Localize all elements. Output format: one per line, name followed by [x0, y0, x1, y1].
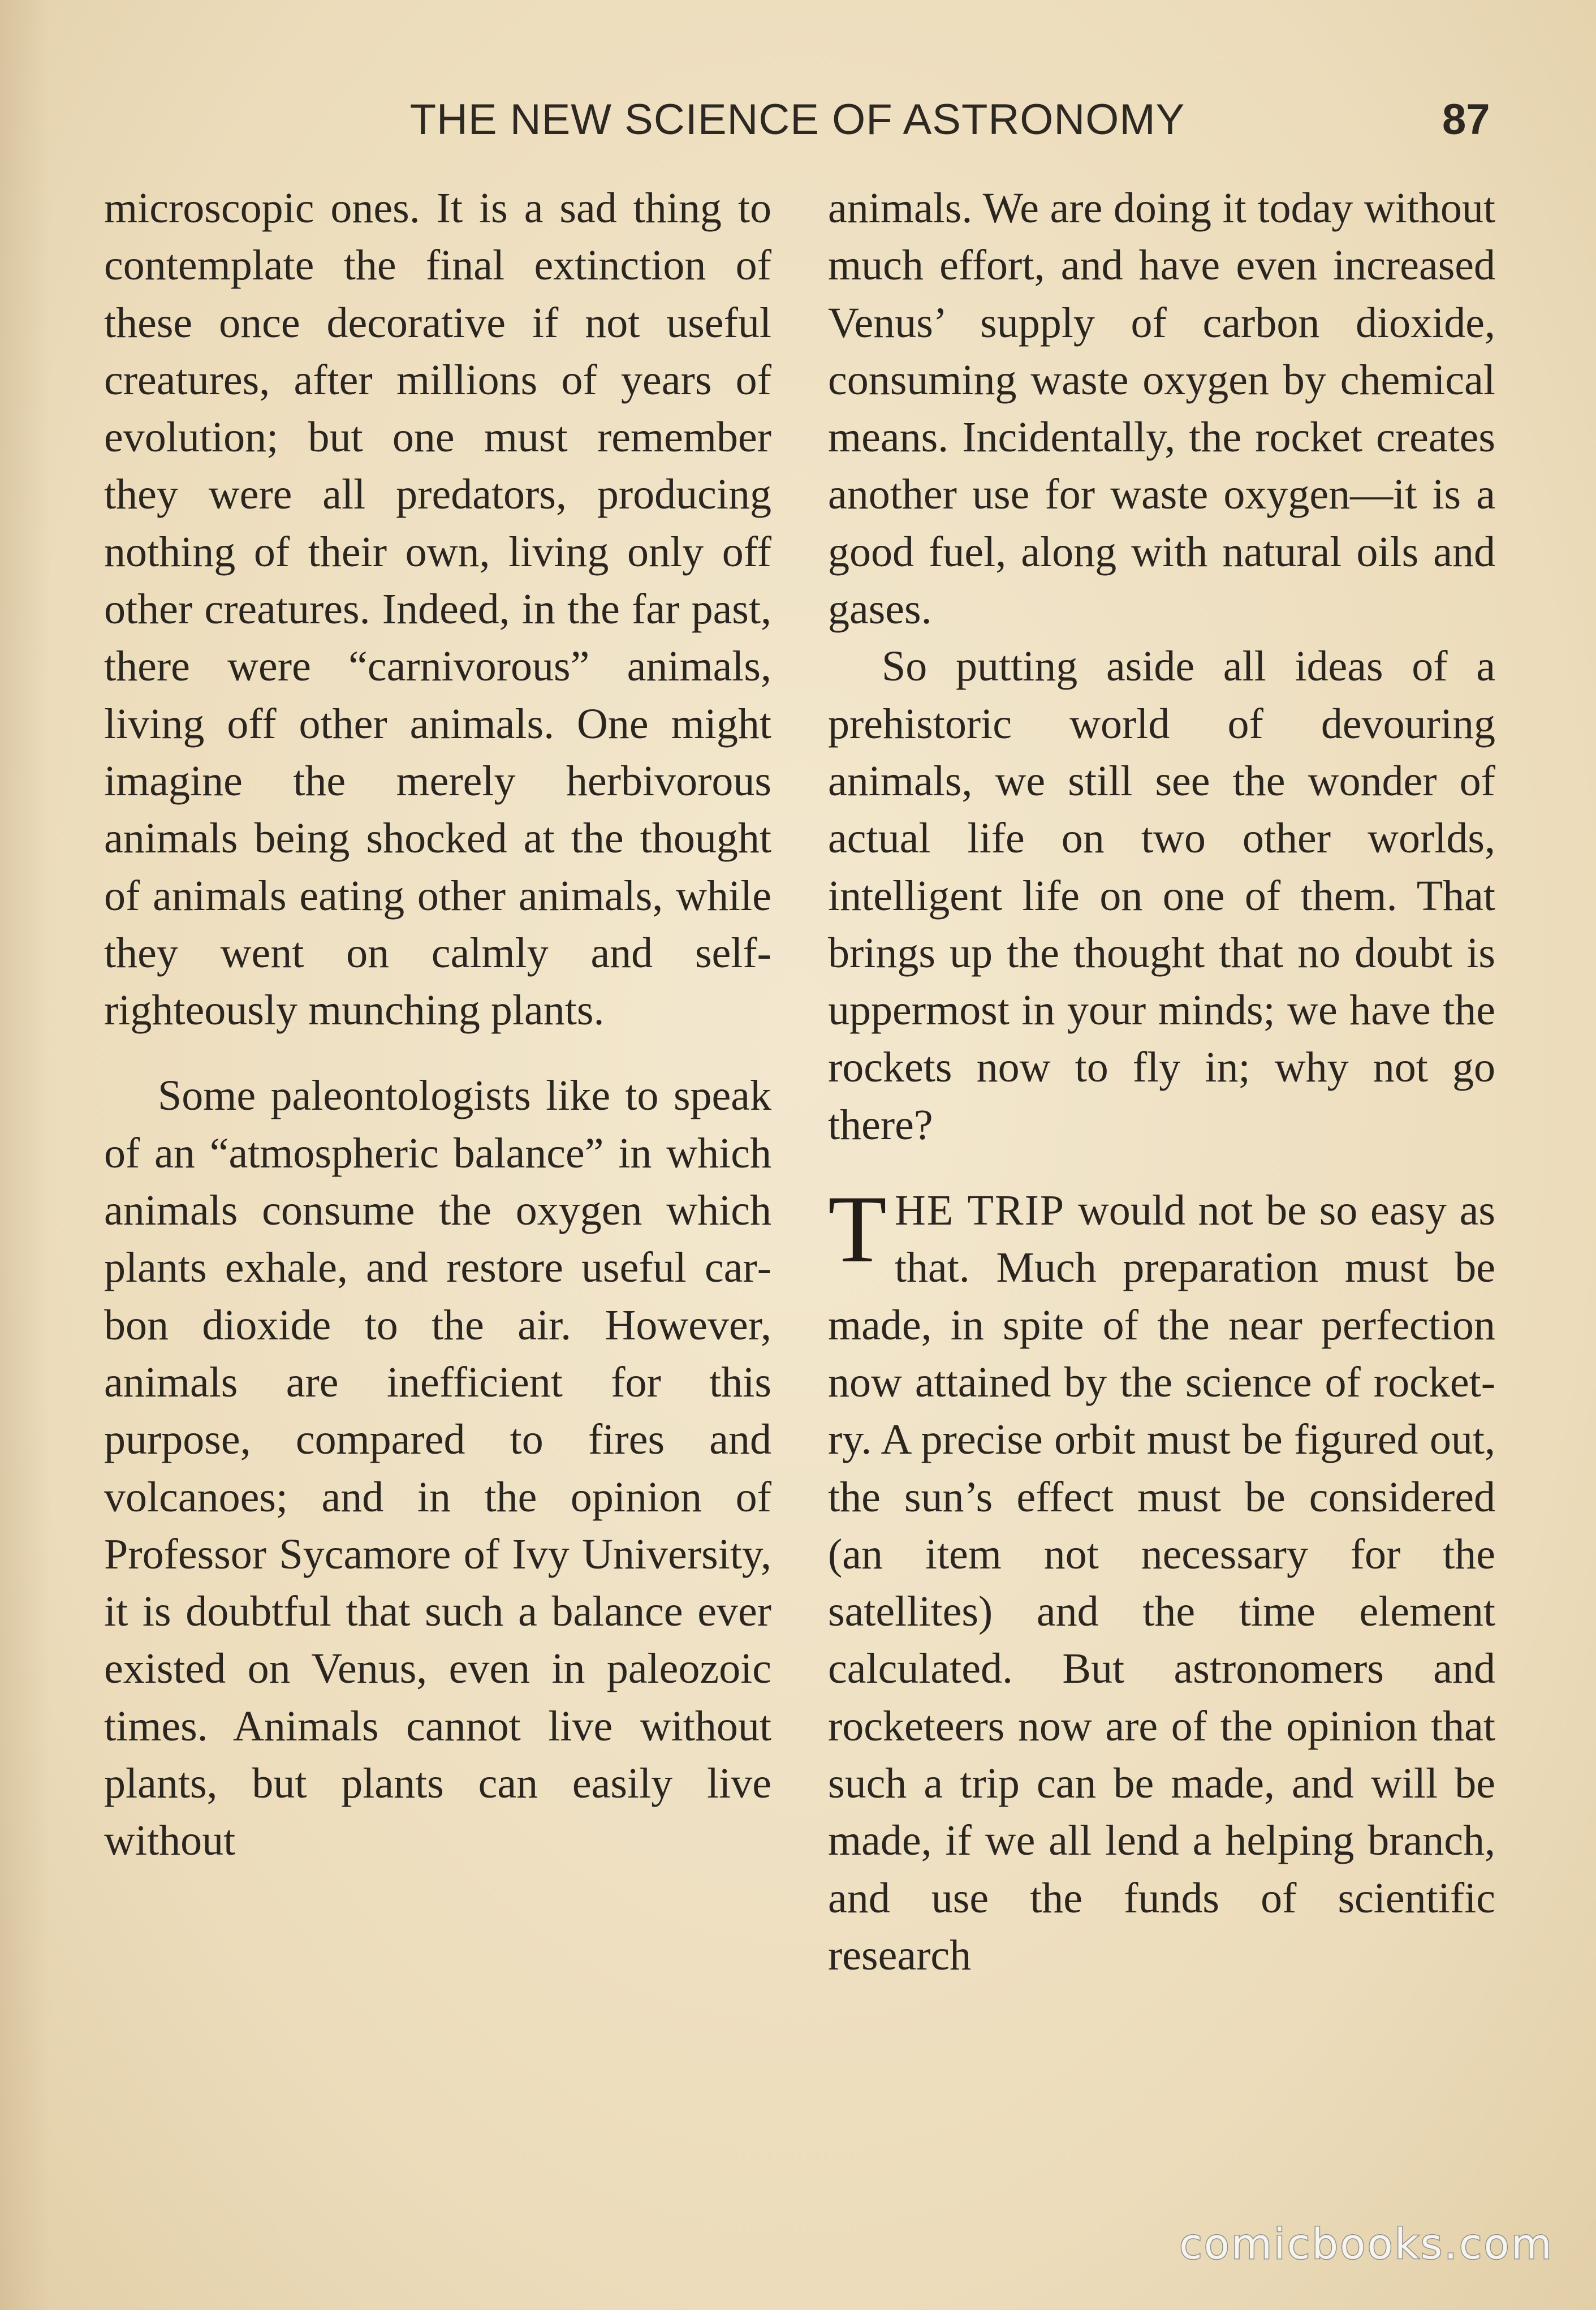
paragraph-right-3	[828, 1176, 1495, 1984]
paragraph-left-2: Some paleontologists like to speak of an “atmospheric balance” in which animals consume the oxygen which plants exhale, and restore useful carbon dioxide to the air. However, animals are inefficient for this purpose, compared to fires and volcanoes; and in the opinion of Professor Sycamore of Ivy University, it is doubtful that such a balance ever existed on Venus, even in paleozoic times. Animals cannot live without plants, but plants can easily live without	[104, 1072, 771, 1865]
watermark-logo: comicbooks.com	[1179, 2220, 1554, 2269]
paragraph-right-2: So putting aside all ideas of a prehistoric world of devouring animals, we still see the wonder of actual life on two other worlds, intelligent life on one of them. That brings up the thought that no doubt is uppermost in your minds; we have the rockets now to fly in; why not go there?	[828, 643, 1495, 1149]
paragraph-right-3-text: would not be so easy as that. Much preparation must be made, in spite of the near perfection now attained by the science of rocketry. A precise orbit must be figured out, the sun’s effect must be considered (an item not necessary for the satellites) and the time element calculated. But astronomers and rocketeers now are of the opinion that such a trip can be made, and will be made, if we all lend a helping branch, and use the funds of scientific research	[828, 1187, 1495, 1979]
page-edge-shadow	[0, 0, 51, 2310]
drop-cap: T	[828, 1176, 887, 1283]
page-number: 87	[1442, 96, 1490, 144]
right-column	[828, 180, 1495, 1984]
running-header: THE NEW SCIENCE OF ASTRONOMY	[409, 96, 1185, 144]
paragraph-right-1: animals. We are doing it today without much effort, and have even increased Venus’ supply of carbon dioxide, consuming waste oxygen by chemical means. Incidentally, the rocket creates another use for waste oxygen—it is a good fuel, along with natural oils and gases.	[828, 184, 1495, 633]
paragraph-left-1: microscopic ones. It is a sad thing to contemplate the final extinction of these once decorative if not useful creatures, after millions of years of evolution; but one must remember they were all predators, producing nothing of their own, living only off other creatures. Indeed, in the far past, there were “carnivorous” animals, living off other animals. One might imagine the merely herbivorous animals being shocked at the thought of animals eating other animals, while they went on calmly and self-righteously munching plants.	[104, 184, 771, 1035]
left-column	[104, 180, 771, 1870]
lead-in-caps: HE TRIP	[894, 1187, 1066, 1235]
